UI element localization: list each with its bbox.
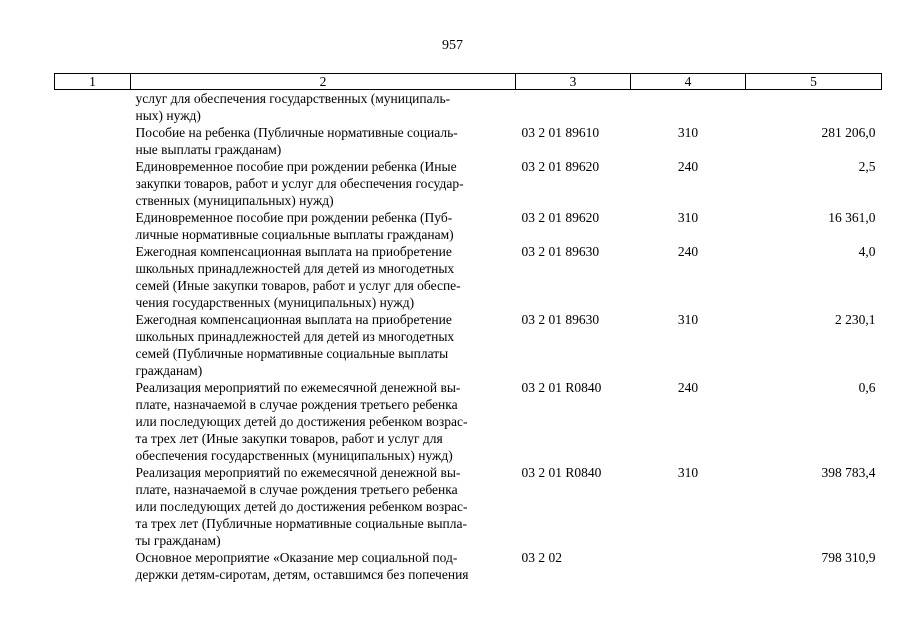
table-row — [55, 209, 882, 243]
row-name-line: обеспечения государственных (муниципальных) нужд) — [135, 448, 453, 463]
row-name-line: плате, назначаемой в случае рождения третьего ребенка — [135, 482, 458, 497]
row-name-cell — [131, 124, 516, 158]
row-col-1-cell — [55, 124, 131, 158]
row-col-1-cell — [55, 243, 131, 311]
table-row — [55, 158, 882, 209]
row-name-line: чения государственных (муниципальных) нужд) — [135, 295, 415, 310]
row-name-cell — [131, 209, 516, 243]
table-row — [55, 243, 882, 311]
row-name-cell — [131, 311, 516, 379]
table-row — [55, 90, 882, 125]
row-amount-cell — [746, 90, 882, 125]
row-name-line: Единовременное пособие при рождении ребенка (Пуб- — [135, 210, 453, 225]
row-name-line: школьных принадлежностей для детей из многодетных — [135, 329, 455, 344]
row-name-cell — [131, 90, 516, 125]
row-name-line: услуг для обеспечения государственных (муниципаль- — [135, 91, 451, 106]
row-name-line: Ежегодная компенсационная выплата на приобретение — [135, 312, 452, 327]
row-kind-cell: 310 — [677, 125, 699, 140]
row-code-cell: 03 2 01 89630 — [521, 312, 600, 327]
row-kind-cell — [631, 549, 746, 583]
row-col-1-cell — [55, 549, 131, 583]
row-kind-cell: 310 — [677, 312, 699, 327]
row-name-line: Реализация мероприятий по ежемесячной денежной вы- — [135, 465, 461, 480]
row-amount-cell: 4,0 — [858, 244, 876, 259]
row-name-cell — [131, 158, 516, 209]
row-col-1-cell — [55, 464, 131, 549]
row-name-line: ные выплаты гражданам) — [135, 142, 282, 157]
row-col-1-cell — [55, 158, 131, 209]
row-code-cell: 03 2 01 89620 — [521, 159, 600, 174]
row-kind-cell: 240 — [677, 159, 699, 174]
row-name-cell — [131, 243, 516, 311]
table-row — [55, 379, 882, 464]
row-kind-cell — [631, 90, 746, 125]
row-name-cell — [131, 379, 516, 464]
row-name-line: ственных (муниципальных) нужд) — [135, 193, 334, 208]
row-name-cell — [131, 464, 516, 549]
table-row — [55, 124, 882, 158]
row-name-line: школьных принадлежностей для детей из многодетных — [135, 261, 455, 276]
row-col-1-cell — [55, 90, 131, 125]
row-amount-cell: 281 206,0 — [821, 125, 876, 140]
table-header-row — [55, 74, 882, 90]
row-name-line: Единовременное пособие при рождении ребенка (Иные — [135, 159, 457, 174]
header-col-5: 5 — [746, 74, 882, 90]
row-name-line: держки детям-сиротам, детям, оставшимся без попечения — [135, 567, 469, 582]
row-col-1-cell — [55, 311, 131, 379]
header-col-2: 2 — [131, 74, 516, 90]
row-name-line: семей (Иные закупки товаров, работ и услуг для обеспе- — [135, 278, 461, 293]
row-kind-cell: 240 — [677, 244, 699, 259]
row-name-line: Основное мероприятие «Оказание мер социальной под- — [135, 550, 458, 565]
row-name-line: плате, назначаемой в случае рождения третьего ребенка — [135, 397, 458, 412]
row-name-line: ты гражданам) — [135, 533, 221, 548]
header-col-4: 4 — [631, 74, 746, 90]
row-amount-cell: 2,5 — [858, 159, 876, 174]
row-code-cell: 03 2 02 — [521, 550, 562, 565]
row-code-cell: 03 2 01 R0840 — [521, 380, 602, 395]
row-name-line: ных) нужд) — [135, 108, 201, 123]
page-number: 957 — [442, 38, 463, 53]
row-kind-cell: 310 — [677, 210, 699, 225]
row-kind-cell: 310 — [677, 465, 699, 480]
row-amount-cell: 2 230,1 — [835, 312, 876, 327]
row-kind-cell: 240 — [677, 380, 699, 395]
row-col-1-cell — [55, 209, 131, 243]
row-amount-cell: 798 310,9 — [821, 550, 876, 565]
row-name-line: семей (Публичные нормативные социальные выплаты — [135, 346, 449, 361]
row-code-cell: 03 2 01 89630 — [521, 244, 600, 259]
row-code-cell: 03 2 01 R0840 — [521, 465, 602, 480]
table-body — [55, 90, 882, 584]
header-col-3: 3 — [516, 74, 631, 90]
row-name-cell — [131, 549, 516, 583]
row-name-line: та трех лет (Иные закупки товаров, работ и услуг для — [135, 431, 443, 446]
row-name-line: или последующих детей до достижения ребенком возрас- — [135, 499, 468, 514]
row-code-cell: 03 2 01 89610 — [521, 125, 600, 140]
row-amount-cell: 0,6 — [858, 380, 876, 395]
table-row — [55, 549, 882, 583]
row-col-1-cell — [55, 379, 131, 464]
row-name-line: Пособие на ребенка (Публичные нормативные социаль- — [135, 125, 458, 140]
table-row — [55, 464, 882, 549]
table-row — [55, 311, 882, 379]
row-amount-cell: 398 783,4 — [821, 465, 876, 480]
row-name-line: Реализация мероприятий по ежемесячной денежной вы- — [135, 380, 461, 395]
row-name-line: та трех лет (Публичные нормативные социальные выпла- — [135, 516, 467, 531]
row-name-line: или последующих детей до достижения ребенком возрас- — [135, 414, 468, 429]
row-name-line: Ежегодная компенсационная выплата на приобретение — [135, 244, 452, 259]
row-amount-cell: 16 361,0 — [828, 210, 876, 225]
header-col-1: 1 — [55, 74, 131, 90]
row-code-cell — [516, 90, 631, 125]
budget-table — [54, 73, 882, 583]
row-name-line: закупки товаров, работ и услуг для обеспечения государ- — [135, 176, 464, 191]
row-code-cell: 03 2 01 89620 — [521, 210, 600, 225]
row-name-line: гражданам) — [135, 363, 203, 378]
row-name-line: личные нормативные социальные выплаты гражданам) — [135, 227, 454, 242]
